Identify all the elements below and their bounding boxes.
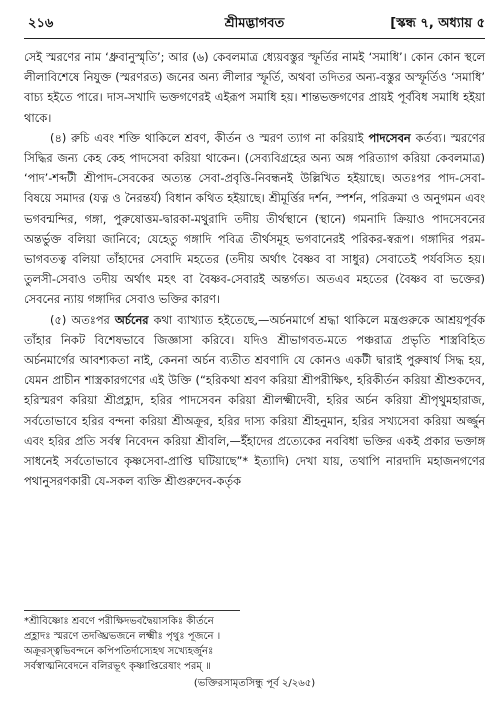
header-rule — [24, 38, 485, 39]
running-head — [24, 14, 485, 34]
paragraph — [24, 47, 485, 128]
paragraph-text: (৪) রুচি এবং শক্তি থাকিলে শ্রবণ, কীর্তন ও স্মরণ ত্যাগ না করিয়াই — [50, 130, 369, 145]
footnote — [24, 614, 485, 691]
page-number: ২১৬ — [28, 16, 54, 31]
page-title: শ্রীমদ্ভাগবত — [224, 16, 285, 31]
paragraph-text: (৫) অতঃপর — [50, 312, 115, 327]
bold-term: অর্চনের — [114, 312, 149, 327]
bold-term: পাদসেবন — [368, 130, 411, 145]
paragraph-text: কর্তব্য। স্মরণের সিদ্ধির জন্য কেহ কেহ পাদসেবা করিয়া থাকেন। (সেব্যবিগ্রহের অন্য অঙ্গ পরিত্যাগ করিয়া কেবলমাত্র) ‘পাদ’-শব্দটী শ্রীপাদ-সেবকের অত্যন্ত সেবা-প্রবৃত্তি-নিবন্ধনই উল্লিখিত হইয়াছে। অতঃপর পাদ-সেবা-বিষয়ে সমাদর (যত্ন ও নৈরন্তর্য) বিধান কথিত হইয়াছে। শ্রীমূর্ত্তির দর্শন, স্পর্শন, পরিক্রমা ও অনুগমন এবং ভগবন্মন্দির, গঙ্গা, পুরুষোত্তম-দ্বারকা-মথুরাদি তদীয় তীর্থস্থানে (স্থানে) গমনাদি ক্রিয়াও পাদসেবনের অন্তর্ভুক্ত বলিয়া জানিবে; যেহেতু গঙ্গাদি পবিত্র তীর্থসমূহ ভগবানেরই পরিকর-স্বরূপ। গঙ্গাদির পরম-ভাগবতত্ব বলিয়া তাঁহাদের সেবাদি মহতের (তদীয় অর্থাৎ বৈষ্ণব বা সাধুর) সেবাতেই পর্যবসিত হয়। তুলসী-সেবাও তদীয় অর্থাৎ মহৎ বা বৈষ্ণব-সেবারই অন্তর্গত। অতএব মহতের (বৈষ্ণব বা ভক্তের) সেবনের ন্যায় গঙ্গাদির সেবাও ভক্তির কারণ। — [24, 130, 485, 307]
chapter-reference: [স্কন্ধ ৭, অধ্যায় ৫ — [390, 16, 485, 31]
footnote-line: প্রহ্লাদঃ স্মরণে তদঙ্ঘ্রিভজনে লক্ষ্মীঃ পৃথুঃ পূজনে । — [24, 631, 221, 642]
paragraph-text: সেই স্মরণের নাম ‘ধ্রুবানুস্মৃতি’; আর (৬) কেবলমাত্র ধ্যেয়বস্তুর স্ফূর্তির নামই ‘সমাধি’। কোন কোন স্থলে লীলাবিশেষে নিযুক্ত (স্মরণরত) জনের অন্য লীলার স্ফূর্তি, অথবা তদিতর অন্য-বস্তুর অস্ফূর্তিও ‘সমাধি’ বাচ্য হইতে পারে। দাস-সখাদি ভক্তগণেরই এইরূপ সমাধি হয়। শান্তভক্তগণের প্রায়ই পূর্ববিধ সমাধি হইয়া থাকে। — [24, 50, 485, 125]
paragraph — [24, 128, 485, 310]
footnote-line: অক্রূরস্ত্বভিবন্দনে কপিপতির্দাস্যেহথ সখ্যেহর্জুনঃ — [24, 646, 214, 657]
body-text — [24, 47, 485, 491]
footnote-line: সর্বস্বাত্মনিবেদনে বলিরভূৎ কৃষ্ণাপ্তিরেষাং পরম্ ॥ — [24, 661, 211, 672]
footnote-rule — [24, 610, 240, 611]
footnote-line: *শ্রীবিষ্ণোঃ শ্রবণে পরীক্ষিদভবদ্বৈয়াসকিঃ কীর্তনে — [24, 616, 214, 627]
paragraph-text: কথা ব্যাখ্যাত হইতেছে,—অর্চনমার্গে শ্রদ্ধা থাকিলে মন্ত্রগুরুকে আশ্রয়পূর্বক তাঁহার নিকট বিশেষভাবে জিজ্ঞাসা করিবে। যদিও শ্রীভাগবত-মতে পঞ্চরাত্র প্রভৃতি শাস্ত্রবিহিত অর্চনমার্গের আবশ্যকতা নাই, কেননা অর্চন ব্যতীত শ্রবণাদি যে কোনও একটী দ্বারাই পুরুষার্থ সিদ্ধ হয়, যেমন প্রাচীন শাস্ত্রকারগণের এই উক্তি (“হরিকথা শ্রবণ করিয়া শ্রীপরীক্ষিৎ, হরিকীর্তন করিয়া শ্রীশুকদেব, হরিস্মরণ করিয়া শ্রীপ্রহ্লাদ, হরির পাদসেবন করিয়া শ্রীলক্ষ্মীদেবী, হরির অর্চন করিয়া শ্রীপৃথুমহারাজ, সর্বতোভাবে হরির বন্দনা করিয়া শ্রীঅক্রূর, হরির দাস্য করিয়া শ্রীহনুমান, হরির সখ্যসেবা করিয়া অর্জ্জুন এবং হরির প্রতি সর্বস্ব নিবেদন করিয়া শ্রীবলি,—ইঁহাদের প্রত্যেকের নববিধা ভক্তির একই প্রকার ভক্তাঙ্গ সাধনেই সর্বতোভাবে কৃষ্ণসেবা-প্রাপ্তি ঘটিয়াছে”* ইত্যাদি) দেখা যায়, তথাপি নারদাদি মহাজনগণের পথানুসরণকারী যে-সকল ব্যক্তি শ্রীগুরুদেব-কর্তৃক — [24, 312, 485, 489]
footnote-source: (ভক্তিরসামৃতসিন্ধু পূর্ব ২/২৬৫) — [193, 678, 316, 689]
paragraph — [24, 310, 485, 492]
